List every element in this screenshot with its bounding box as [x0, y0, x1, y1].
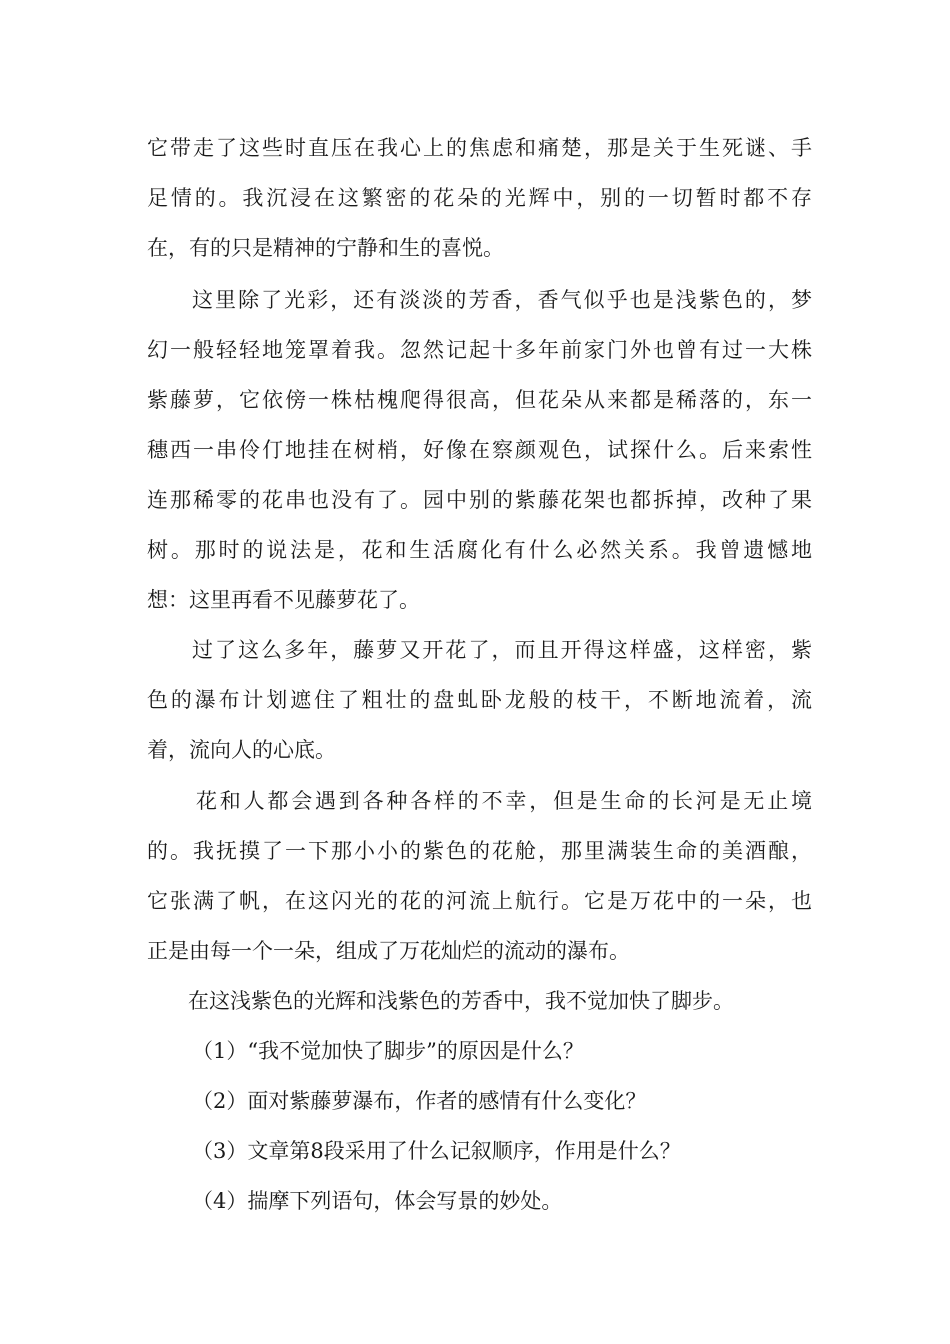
text-line: 足情的。我沉浸在这繁密的花朵的光辉中，别的一切暂时都不存 — [147, 186, 812, 210]
question-3: （3）文章第8段采用了什么记叙顺序，作用是什么？ — [192, 1139, 681, 1163]
question-1: （1）“我不觉加快了脚步”的原因是什么？ — [192, 1039, 584, 1063]
text-line: 正是由每一个一朵，组成了万花灿烂的流动的瀑布。 — [147, 939, 630, 963]
paragraph-first-line: 过了这么多年，藤萝又开花了，而且开得这样盛，这样密，紫 — [192, 638, 812, 662]
text-line: 想：这里再看不见藤萝花了。 — [147, 588, 420, 612]
text-line: 着，流向人的心底。 — [147, 738, 336, 762]
text-line: 它带走了这些时直压在我心上的焦虑和痛楚，那是关于生死谜、手 — [147, 136, 812, 160]
paragraph-first-line: 花和人都会遇到各种各样的不幸，但是生命的长河是无止境 — [196, 789, 812, 813]
text-line: 树。那时的说法是，花和生活腐化有什么必然关系。我曾遗憾地 — [147, 538, 812, 562]
text-line: 在，有的只是精神的宁静和生的喜悦。 — [147, 236, 504, 260]
text-line: 它张满了帆，在这闪光的花的河流上航行。它是万花中的一朵，也 — [147, 889, 812, 913]
paragraph-first-line: 这里除了光彩，还有淡淡的芳香，香气似乎也是浅紫色的，梦 — [192, 288, 812, 312]
question-2: （2）面对紫藤萝瀑布，作者的感情有什么变化？ — [192, 1089, 647, 1113]
text-line: 的。我抚摸了一下那小小的紫色的花舱，那里满装生命的美酒酿， — [147, 839, 812, 863]
text-line: 连那稀零的花串也没有了。园中别的紫藤花架也都拆掉，改种了果 — [147, 488, 812, 512]
text-line: 色的瀑布计划遮住了粗壮的盘虬卧龙般的枝干，不断地流着，流 — [147, 688, 812, 712]
paragraph-first-line: 在这浅紫色的光辉和浅紫色的芳香中，我不觉加快了脚步。 — [188, 989, 734, 1013]
text-line: 幻一般轻轻地笼罩着我。忽然记起十多年前家门外也曾有过一大株 — [147, 338, 812, 362]
question-4: （4）揣摩下列语句，体会写景的妙处。 — [192, 1189, 563, 1213]
text-line: 紫藤萝，它依傍一株枯槐爬得很高，但花朵从来都是稀落的，东一 — [147, 388, 812, 412]
text-line: 穗西一串伶仃地挂在树梢，好像在察颜观色，试探什么。后来索性 — [147, 438, 812, 462]
